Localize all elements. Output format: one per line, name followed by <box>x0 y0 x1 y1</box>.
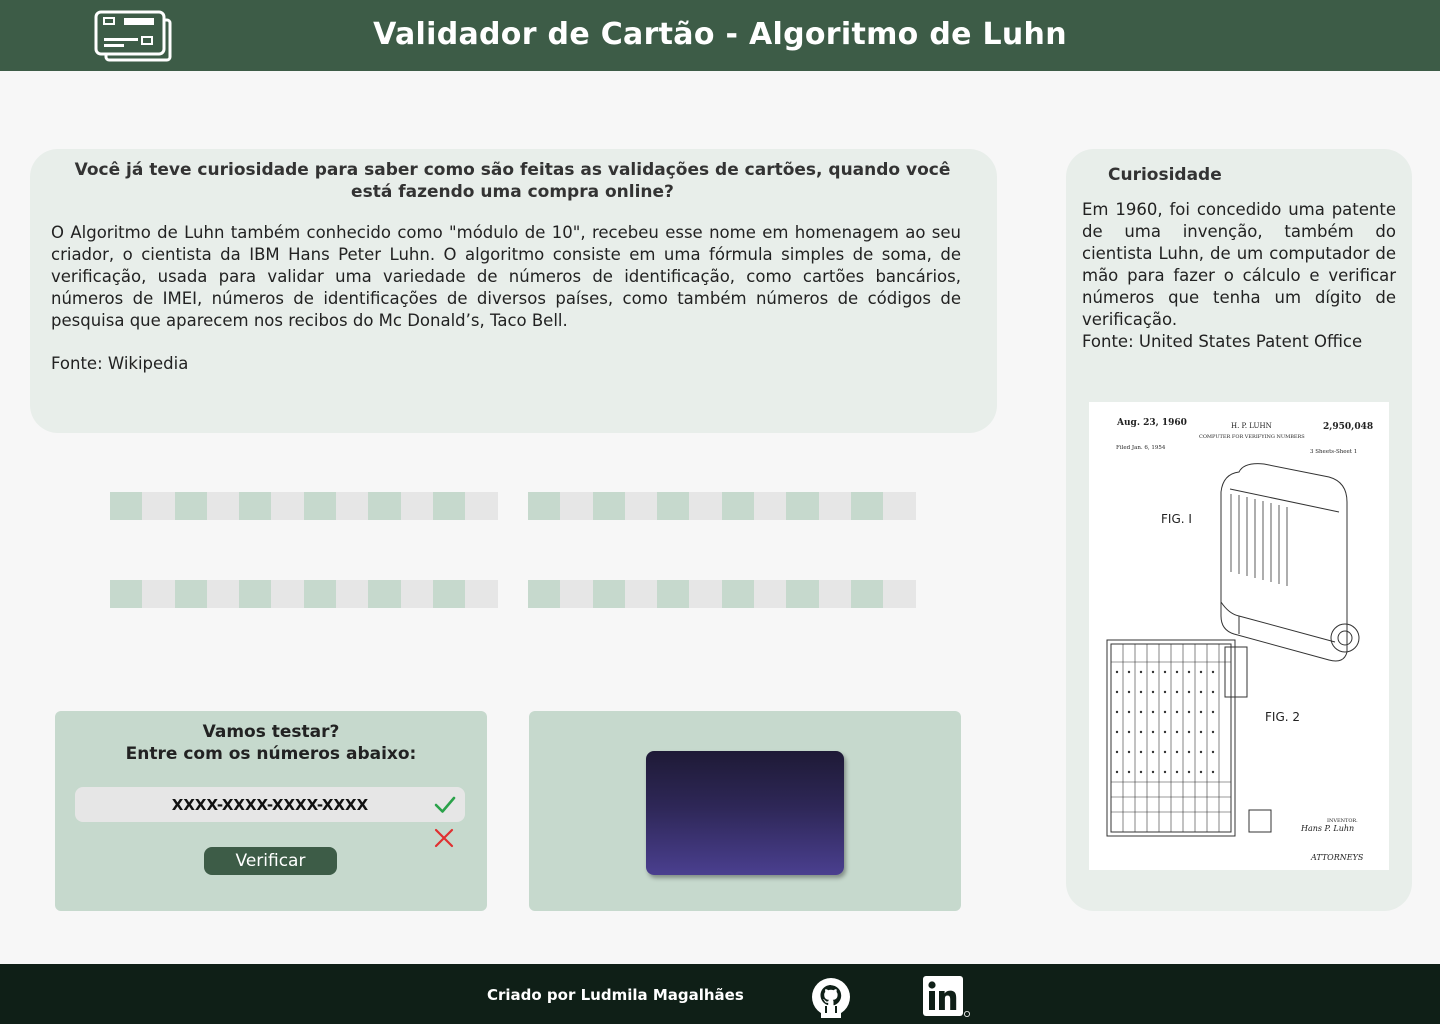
patent-fig1: FIG. I <box>1161 512 1192 526</box>
curiosity-card <box>1066 149 1412 911</box>
digit-block <box>883 492 915 520</box>
patent-number: 2,950,048 <box>1323 422 1374 432</box>
digit-block <box>657 580 689 608</box>
digit-block <box>689 580 721 608</box>
digit-block <box>560 492 592 520</box>
curiosity-source: Fonte: United States Patent Office <box>1082 332 1363 351</box>
patent-figures-icon <box>1089 402 1389 870</box>
patent-subtitle: COMPUTER FOR VERIFYING NUMBERS <box>1199 434 1305 440</box>
digit-block <box>593 492 625 520</box>
digit-block <box>368 492 400 520</box>
patent-fig2: FIG. 2 <box>1265 710 1301 724</box>
patent-inventor-label: INVENTOR. <box>1327 818 1358 824</box>
digit-block <box>754 492 786 520</box>
digit-block <box>625 580 657 608</box>
digit-block <box>851 492 883 520</box>
patent-drawing <box>1089 402 1389 870</box>
footer-credit: Criado por Ludmila Magalhães <box>487 986 744 1004</box>
digit-block <box>433 580 465 608</box>
digit-block <box>625 492 657 520</box>
digit-block <box>560 580 592 608</box>
verify-button[interactable]: Verificar <box>204 847 337 875</box>
digit-block <box>722 580 754 608</box>
digit-block <box>754 580 786 608</box>
digit-block <box>722 492 754 520</box>
digit-block <box>528 492 560 520</box>
digit-block <box>786 580 818 608</box>
check-icon <box>433 793 457 817</box>
digit-group-3 <box>110 580 498 608</box>
digit-block <box>819 580 851 608</box>
digit-block <box>819 492 851 520</box>
digit-block <box>336 580 368 608</box>
footer <box>0 964 1440 1024</box>
digit-block <box>110 580 142 608</box>
digit-block <box>175 580 207 608</box>
digit-block <box>786 492 818 520</box>
github-icon[interactable] <box>809 976 853 1018</box>
digit-block <box>336 492 368 520</box>
curiosity-title: Curiosidade <box>1108 165 1222 185</box>
digit-block <box>110 492 142 520</box>
digit-block <box>271 492 303 520</box>
patent-signature: Hans P. Luhn <box>1301 824 1355 833</box>
digit-block <box>239 580 271 608</box>
digit-block <box>401 492 433 520</box>
digit-block <box>304 580 336 608</box>
info-text: O Algoritmo de Luhn também conhecido como "módulo de 10", recebeu esse nome em homenagem ao seu criador, o cientista da IBM Hans Peter Luhn. O algoritmo consiste em uma fórmula simples de soma, de verificação, usada para validar uma variedade de números de identificação, como cartões bancários, números de IMEI, números de identificações de diversos países, como também números de códigos de pesquisa que aparecem nos recibos do Mc Donald’s, Taco Bell. <box>51 223 961 330</box>
digit-block <box>465 492 497 520</box>
patent-date: Aug. 23, 1960 <box>1117 418 1187 428</box>
card-preview <box>646 751 844 875</box>
test-prompt-line1: Vamos testar? <box>202 722 340 742</box>
digit-block <box>465 580 497 608</box>
digit-block <box>207 580 239 608</box>
digit-block <box>401 580 433 608</box>
patent-filed: Filed Jan. 6, 1954 <box>1116 445 1166 451</box>
test-prompt-line2: Entre com os números abaixo: <box>125 744 417 764</box>
patent-inventor: H. P. LUHN <box>1231 422 1272 430</box>
card-number-input[interactable] <box>75 787 465 822</box>
info-card <box>30 149 997 433</box>
digit-block <box>304 492 336 520</box>
digit-group-4 <box>528 580 916 608</box>
patent-attorneys: ATTORNEYS <box>1311 853 1364 862</box>
digit-group-2 <box>528 492 916 520</box>
page-title: Validador de Cartão - Algoritmo de Luhn <box>373 17 1067 52</box>
card-preview-panel <box>529 711 961 911</box>
digit-block <box>368 580 400 608</box>
x-icon <box>434 828 454 848</box>
digit-block <box>239 492 271 520</box>
header <box>0 0 1440 71</box>
info-source: Fonte: Wikipedia <box>51 354 189 373</box>
digit-block <box>883 580 915 608</box>
digit-group-1 <box>110 492 498 520</box>
patent-sheets: 3 Sheets-Sheet 1 <box>1310 449 1358 455</box>
digit-block <box>657 492 689 520</box>
linkedin-icon[interactable] <box>923 976 971 1018</box>
test-panel <box>55 711 487 911</box>
digit-block <box>142 492 174 520</box>
digit-block <box>528 580 560 608</box>
digit-block <box>689 492 721 520</box>
digit-block <box>271 580 303 608</box>
digit-block <box>142 580 174 608</box>
digit-block <box>433 492 465 520</box>
digit-block <box>175 492 207 520</box>
curiosity-text: Em 1960, foi concedido uma patente de uma invenção, também do cientista Luhn, de um computador de mão para fazer o cálculo e verificar números que tenha um dígito de verificação. <box>1082 200 1396 329</box>
test-prompt <box>55 721 487 765</box>
digit-block <box>593 580 625 608</box>
digit-block <box>207 492 239 520</box>
digit-block <box>851 580 883 608</box>
info-question: Você já teve curiosidade para saber como são feitas as validações de cartões, quando você está fazendo uma compra online? <box>74 160 951 202</box>
